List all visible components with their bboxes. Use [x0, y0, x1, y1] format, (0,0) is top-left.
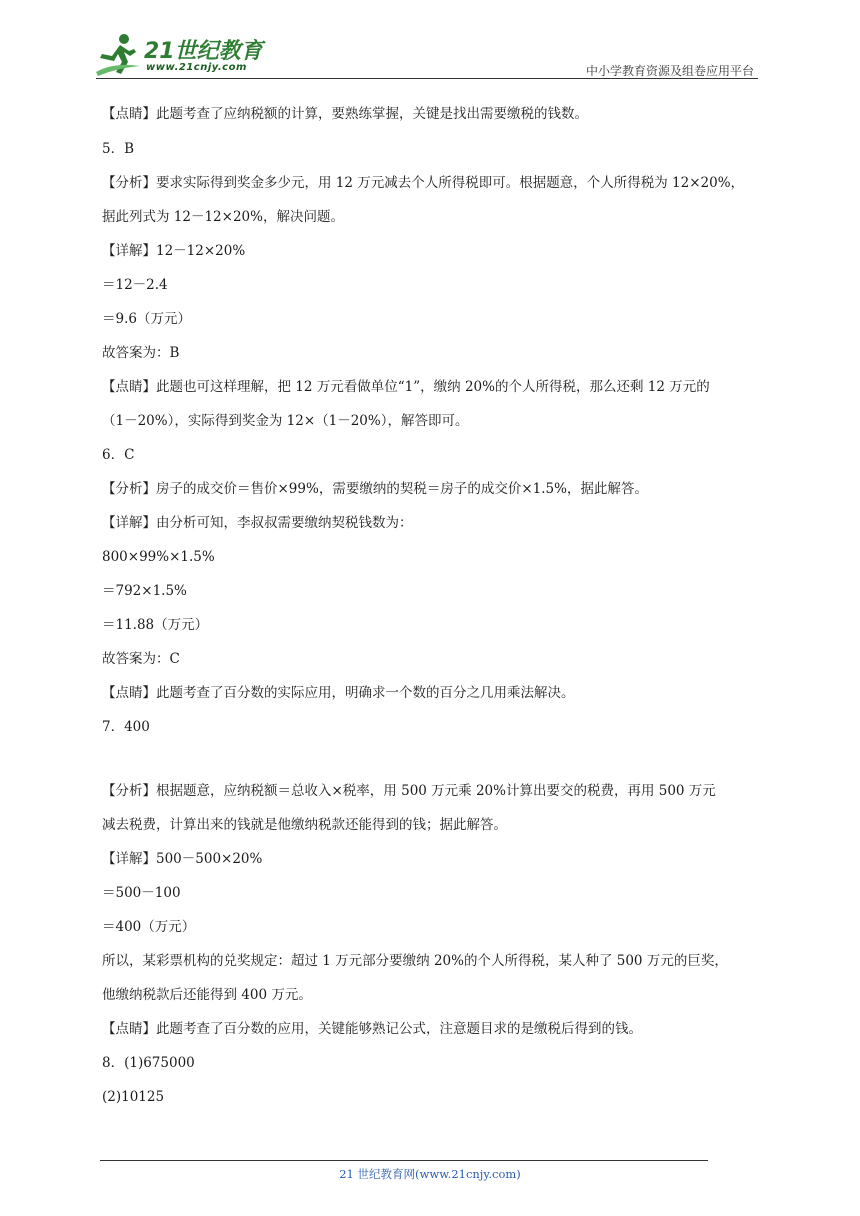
text-line: ＝792×1.5% — [102, 583, 187, 599]
text-line: 【分析】根据题意，应纳税额＝总收入×税率，用 500 万元乘 20%计算出要交的税费，再用 500 万元 — [102, 783, 716, 799]
text-line: ＝500－100 — [102, 885, 181, 901]
text-line: 故答案为：C — [102, 651, 180, 667]
text-line: ＝12－2.4 — [102, 277, 168, 293]
text-line: ＝9.6（万元） — [102, 311, 191, 327]
text-line: ＝11.88（万元） — [102, 617, 209, 633]
header-divider — [96, 78, 758, 79]
text-line: 【分析】房子的成交价＝售价×99%，需要缴纳的契税＝房子的成交价×1.5%，据此解答。 — [102, 481, 648, 497]
text-line: ＝400（万元） — [102, 919, 196, 935]
logo-url: www.21cnjy.com — [146, 62, 247, 73]
text-line: 【分析】要求实际得到奖金多少元，用 12 万元减去个人所得税即可。根据题意，个人所得税为 12×20%， — [102, 175, 745, 191]
text-line: 【点睛】此题也可这样理解，把 12 万元看做单位“1”，缴纳 20%的个人所得税，那么还剩 12 万元的 — [102, 379, 710, 395]
text-line: 【点睛】此题考查了百分数的应用，关键能够熟记公式，注意题目求的是缴税后得到的钱。 — [102, 1021, 642, 1037]
text-line: 据此列式为 12－12×20%，解决问题。 — [102, 209, 344, 225]
text-line: 【详解】12－12×20% — [102, 243, 246, 259]
site-logo[interactable] — [94, 32, 264, 78]
text-line: (2)10125 — [102, 1089, 165, 1105]
platform-name: 中小学教育资源及组卷应用平台 — [585, 64, 754, 78]
text-line: 【详解】500－500×20% — [102, 851, 263, 867]
text-line: （1－20%），实际得到奖金为 12×（1－20%），解答即可。 — [102, 413, 469, 429]
text-line: 【点睛】此题考查了应纳税额的计算，要熟练掌握，关键是找出需要缴税的钱数。 — [102, 106, 588, 122]
text-line: 【详解】由分析可知，李叔叔需要缴纳契税钱数为： — [102, 515, 413, 531]
text-line: 所以，某彩票机构的兑奖规定：超过 1 万元部分要缴纳 20%的个人所得税，某人种了 500 万元的巨奖， — [102, 953, 728, 969]
text-line: 故答案为：B — [102, 345, 180, 361]
runner-logo-icon — [94, 32, 142, 78]
text-line: 减去税费，计算出来的钱就是他缴纳税款还能得到的钱；据此解答。 — [102, 817, 507, 833]
text-line: 他缴纳税款后还能得到 400 万元。 — [102, 987, 312, 1003]
question-answer-heading: 8．(1)675000 — [102, 1055, 195, 1071]
text-line: 800×99%×1.5% — [102, 549, 215, 565]
question-answer-heading: 7．400 — [102, 719, 150, 735]
footer-divider — [100, 1160, 708, 1161]
logo-title: 21世纪教育 — [144, 39, 263, 64]
page-header — [0, 0, 860, 90]
text-line: 【点睛】此题考查了百分数的实际应用，明确求一个数的百分之几用乘法解决。 — [102, 685, 575, 701]
question-answer-heading: 5．B — [102, 141, 135, 157]
page-footer[interactable]: 21 世纪教育网(www.21cnjy.com) — [339, 1167, 521, 1181]
question-answer-heading: 6．C — [102, 447, 135, 463]
